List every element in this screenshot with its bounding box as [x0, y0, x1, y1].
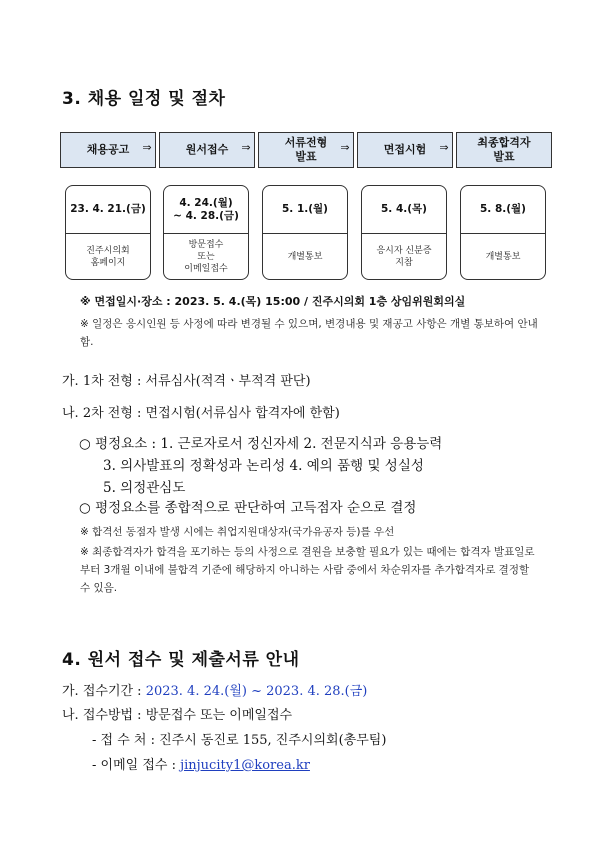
application-period	[62, 680, 367, 699]
criteria-line-2: 3. 의사발표의 정확성과 논리성 4. 예의 품행 및 성실성	[103, 458, 424, 474]
period-label: 가. 접수기간 :	[62, 684, 146, 699]
schedule-date: 4. 24.(월) ~ 4. 28.(금)	[164, 186, 248, 234]
schedule-date: 5. 4.(목)	[362, 186, 446, 234]
step-label: 서류전형 발표	[284, 136, 328, 163]
arrow-icon: ⇒	[439, 141, 449, 154]
schedule-date: 5. 8.(월)	[461, 186, 545, 234]
step-label: 최종합격자 발표	[477, 136, 531, 163]
schedule-desc: 응시자 신분증 지참	[376, 246, 432, 268]
email-application	[92, 754, 310, 773]
period-value: 2023. 4. 24.(월) ~ 2023. 4. 28.(금)	[145, 684, 368, 699]
arrow-icon: ⇒	[340, 141, 350, 154]
schedule-box	[262, 185, 348, 280]
schedule-desc: 방문접수 또는 이메일접수	[184, 240, 228, 274]
schedule-change-note: ※ 일정은 응시인원 등 사정에 따라 변경될 수 있으며, 변경내용 및 재공고 사항은 개별 통보하여 안내함.	[80, 318, 538, 348]
arrow-icon: ⇒	[142, 141, 152, 154]
interview-note: ※ 면접일시·장소 : 2023. 5. 4.(목) 15:00 / 진주시의회 1층 상임위원회의실	[80, 295, 466, 308]
schedule-box	[460, 185, 546, 280]
schedule-box	[361, 185, 447, 280]
step-label: 원서접수	[185, 143, 229, 156]
stage-1-text: 가. 1차 전형 : 서류심사(적격ㆍ부적격 판단)	[62, 374, 311, 389]
tie-break-note: ※ 합격선 동점자 발생 시에는 취업지원대상자(국가유공자 등)를 우선	[80, 526, 395, 538]
schedule-box	[163, 185, 249, 280]
schedule-date: 23. 4. 21.(금)	[66, 186, 150, 234]
replacement-note: ※ 최종합격자가 합격을 포기하는 등의 사정으로 결원을 보충할 필요가 있는 때에는 합격자 발표일로부터 3개월 이내에 불합격 기준에 해당하지 아니하는 사람 중에서 차순위자를 추가합격자로 결정할 수 있음.	[80, 546, 535, 594]
step-label: 채용공고	[86, 143, 130, 156]
arrow-icon: ⇒	[241, 141, 251, 154]
schedule-desc: 개별통보	[485, 252, 521, 262]
schedule-desc: 개별통보	[287, 252, 323, 262]
application-method: 나. 접수방법 : 방문접수 또는 이메일접수	[62, 708, 293, 723]
stage-2-text: 나. 2차 전형 : 면접시험(서류심사 합격자에 한함)	[62, 406, 340, 421]
section-3-title: 3. 채용 일정 및 절차	[62, 89, 226, 109]
email-label: - 이메일 접수 :	[92, 758, 181, 773]
schedule-desc: 진주시의회 홈페이지	[86, 246, 130, 268]
application-address: - 접 수 처 : 진주시 동진로 155, 진주시의회(총무팀)	[92, 733, 387, 748]
email-link[interactable]: jinjucity1@korea.kr	[180, 758, 310, 773]
schedule-box	[65, 185, 151, 280]
schedule-date: 5. 1.(월)	[263, 186, 347, 234]
step-box-final-result	[456, 132, 552, 168]
section-4-title: 4. 원서 접수 및 제출서류 안내	[62, 650, 300, 670]
criteria-line-3: 5. 의정관심도	[103, 480, 186, 496]
criteria-line-4: ○ 평정요소를 종합적으로 판단하여 고득점자 순으로 결정	[79, 500, 417, 516]
criteria-line-1: ○ 평정요소 : 1. 근로자로서 정신자세 2. 전문지식과 응용능력	[79, 436, 443, 452]
step-label: 면접시험	[383, 143, 427, 156]
